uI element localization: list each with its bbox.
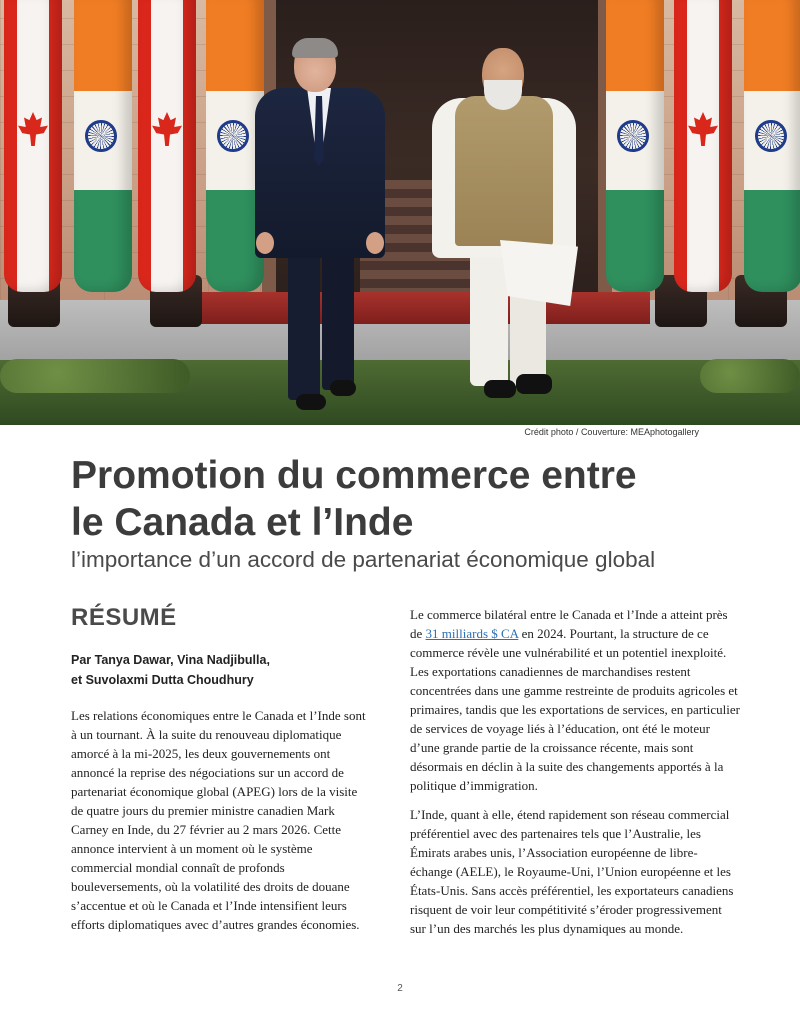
canada-flag <box>138 0 196 292</box>
photo-credit: Crédit photo / Couverture: MEAphotogallery <box>524 427 699 437</box>
hedge-right <box>700 359 800 393</box>
india-flag <box>744 0 800 292</box>
title-line-1: Promotion du commerce entre <box>71 454 637 497</box>
hedge-left <box>0 359 190 393</box>
trade-text-end: en 2024. Pourtant, la structure de ce commerce révèle une vulnérabilité et un potentiel inexploité. Les exportations canadiennes de marchandises restent concentrées dans une gamme restreinte de produits agricoles et primaires, tandis que les exportations de services, en particulier de services de voyage liés à l’éducation, ont été le moteur d’une grande partie de la croissance récente, mais sont désormais en déclin à la suite des changements apportés à la politique d’immigration. <box>410 626 740 793</box>
india-network-paragraph: L’Inde, quant à elle, étend rapidement son réseau commercial préférentiel avec des partenaires tels que l’Australie, les Émirats arabes unis, l’Association européenne de libre-échange (AELE), le Royaume-Uni, l’Union européenne et les États-Unis. Sans accès préférentiel, les exportateurs canadiens risquent de voir leur compétitivité s’éroder progressivement sur l’un des marchés les plus dynamiques au monde. <box>410 807 734 936</box>
authors <box>71 650 361 690</box>
right-column <box>410 605 740 938</box>
india-flag <box>74 0 132 292</box>
authors-line-1: Par Tanya Dawar, Vina Nadjibulla, <box>71 653 270 667</box>
left-column <box>71 706 371 934</box>
trade-value-link[interactable]: 31 milliards $ CA <box>425 626 519 641</box>
trade-text-start: Le commerce bilatéral entre le Canada et l’Inde a atteint près de <box>410 607 728 641</box>
authors-line-2: et Suvolaxmi Dutta Choudhury <box>71 673 254 687</box>
page-number: 2 <box>397 983 403 994</box>
page-subtitle: l’importance d’un accord de partenariat économique global <box>71 547 656 572</box>
cover-photo <box>0 0 800 425</box>
canada-flag <box>4 0 62 292</box>
page-title <box>71 452 751 546</box>
intro-paragraph: Les relations économiques entre le Canada et l’Inde sont à un tournant. À la suite du renouveau diplomatique amorcé à la mi-2025, les deux gouvernements ont annoncé la reprise des négociations sur un accord de partenariat économique global (APEG) lors de la visite de quatre jours du premier ministre canadien Mark Carney en Inde, du 27 février au 2 mars 2026. Cette annonce intervient à un moment où le système commercial mondial connaît de profonds bouleversements, où la volatilité des droits de douane s’accentue et où le Canada et l’Inde intensifient leurs efforts diplomatiques avec d’autres grandes économies. <box>71 708 366 932</box>
canada-flag <box>674 0 732 292</box>
red-carpet <box>190 292 650 324</box>
trade-paragraph <box>410 605 740 795</box>
india-flag <box>606 0 664 292</box>
section-heading: RÉSUMÉ <box>71 604 177 631</box>
title-line-2: le Canada et l’Inde <box>71 501 414 544</box>
